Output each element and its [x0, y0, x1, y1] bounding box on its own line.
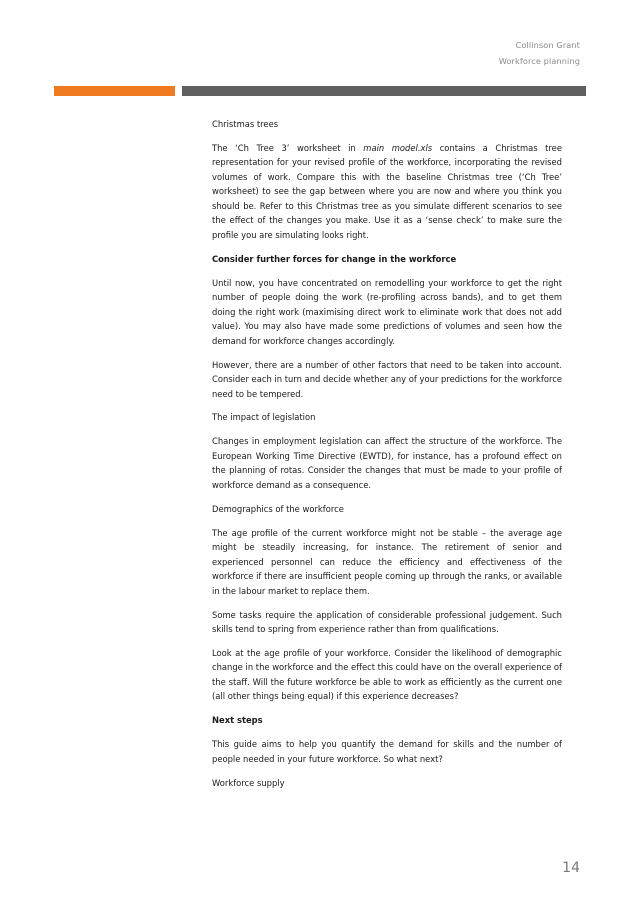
- heading-consider-forces: Consider further forces for change in the workforce: [212, 253, 457, 264]
- page-body: [212, 117, 562, 799]
- paragraph-christmas-tree-pre: The ‘Ch Tree 3’ worksheet in: [212, 142, 364, 153]
- paragraph-look-at-age-profile: Look at the age profile of your workforce. Consider the likelihood of demographic change in the workforce and the effect this could have on the overall experience of the staff. Will the future workforce be able to work as efficiently as the current one (all other things being equal) if this experience decreases?: [212, 647, 562, 702]
- paragraph-professional-judgement: Some tasks require the application of considerable professional judgement. Such skills tend to spring from experience rather than from qualifications.: [212, 609, 562, 635]
- heading-next-steps: Next steps: [212, 715, 263, 726]
- header-accent-bar: [54, 86, 175, 96]
- paragraph-other-factors: However, there are a number of other factors that need to be taken into account. Consider each in turn and decide whether any of your predictions for the workforce need to be tempered.: [212, 359, 562, 399]
- heading-workforce-supply: Workforce supply: [212, 777, 285, 788]
- page-number: 14: [562, 860, 580, 876]
- heading-demographics: Demographics of the workforce: [212, 503, 344, 514]
- paragraph-legislation: Changes in employment legislation can affect the structure of the workforce. The European Working Time Directive (EWTD), for instance, has a profound effect on the planning of rotas. Consider the changes that must be made to your profile of workforce demand as a consequence.: [212, 436, 562, 490]
- header-company: Collinson Grant: [515, 40, 580, 50]
- paragraph-age-profile: The age profile of the current workforce might not be stable – the average age might be steadily increasing, for instance. The retirement of senior and experienced personnel can reduce the efficiency and effectiveness of the workforce if there are insufficient people coming up through the ranks, or available in the labour market to replace them.: [212, 527, 562, 596]
- heading-legislation: The impact of legislation: [212, 412, 316, 423]
- file-name-reference: main model.xls: [363, 142, 433, 153]
- header-doc-title: Workforce planning: [498, 56, 580, 66]
- paragraph-next-steps: This guide aims to help you quantify the demand for skills and the number of people needed in your future workforce. So what next?: [212, 739, 562, 764]
- paragraph-christmas-tree: [212, 141, 562, 243]
- paragraph-remodelling: Until now, you have concentrated on remodelling your workforce to get the right number of people doing the work (re-profiling across bands), and to get them doing the right work (maximising direct work to eliminate work that does not add value). You may also have made some predictions of volumes and seen how the demand for workforce changes accordingly.: [212, 277, 562, 346]
- paragraph-christmas-tree-post: contains a Christmas tree representation for your revised profile of the workforce, incorporating the revised volumes of work. Compare this with the baseline Christmas tree (‘Ch Tree’ worksheet) to see the gap between where you are now and where you think you should be. Refer to this Christmas tree as you simulate different scenarios to see the effect of the changes you make. Use it as a ‘sense check’ to make sure the profile you are simulating looks right.: [212, 142, 562, 240]
- heading-christmas-trees: Christmas trees: [212, 119, 279, 129]
- header-divider-bar: [182, 86, 586, 96]
